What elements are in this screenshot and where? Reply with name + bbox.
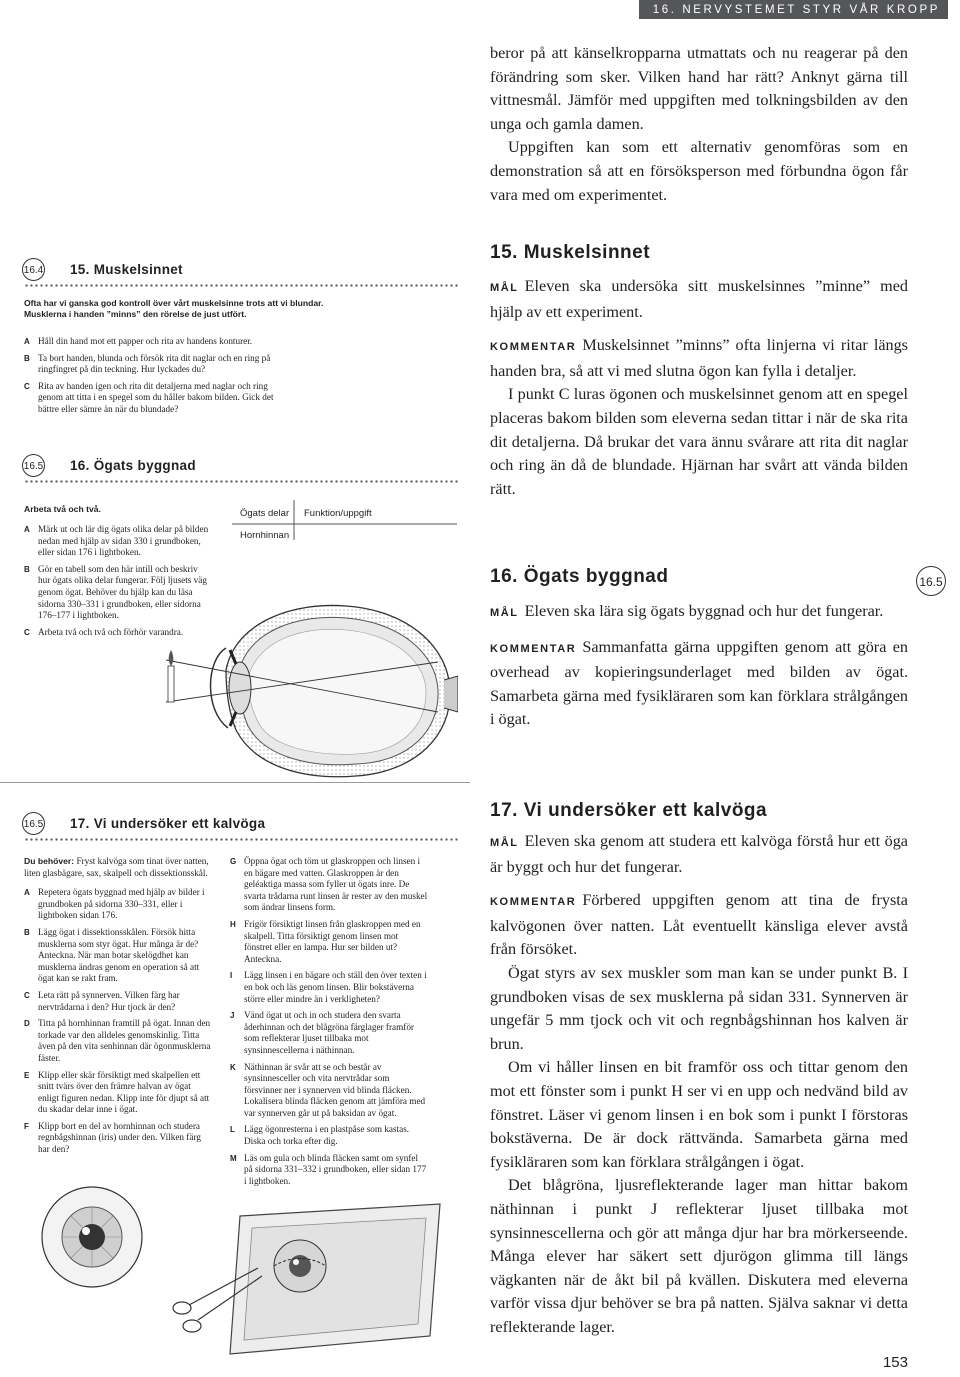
worksheet-17-item-c: C Leta rätt på synnerven. Vilken färg har nervtrådarna i den? Hur tjock är den? — [24, 989, 180, 1012]
worksheet-16-item-a: A Märk ut och lär dig ögats olika delar på bilden nedan med hjälp av sidan 330 i grundboken, eller sidan 176 i lightboken. — [24, 524, 209, 558]
section-15-body — [490, 275, 908, 501]
worksheet-17-item-m: M Läs om gula och blinda fläcken samt om synfel på sidorna 331–332 i grundboken, eller sidan 177 i lightboken. — [230, 1152, 427, 1186]
section-15-comment: KOMMENTAR Muskelsinnet ”minns” ofta linjerna vi ritar längs handen bra, så att vi med slutna ögon kan fylla i detaljer. — [490, 336, 908, 380]
worksheet-17-item-e: E Klipp eller skär försiktigt med skalpellen ett snitt tvärs över den främre halvan av ögat enligt figuren nedan. Klipp inte för djupt så att du skadar delar inne i ögat. — [24, 1069, 210, 1115]
worksheet-17-badge: 16.5 — [22, 812, 45, 835]
worksheet-17-left-column — [24, 856, 212, 1156]
top-paragraph-1: beror på att känselkropparna utmattats och nu reagerar på den förändring som sker. Vilken hand har rätt? Anknyt gärna till vittnesmål. Jämför med uppgiften med tolkningsbilden av den unga och gamla damen. — [490, 44, 908, 133]
running-head: 16. NERVYSTEMET STYR VÅR KROPP — [639, 0, 948, 19]
goal-label: MÅL — [490, 282, 519, 294]
section-17-paragraph-3: Om vi håller linsen en bit framför oss och tittar genom den mot ett fönster som i punkt H ser vi en upp och nedvänd bild av fönstret. Läser vi genom linsen i en bok som i punkt I förstoras bokstäverna. De är dock rättvända. Samarbeta gärna med fysikläraren som kan förklara strålgången i ögat. — [490, 1058, 908, 1171]
worksheet-15-items — [24, 336, 274, 416]
calf-eye-illustration — [22, 1184, 162, 1290]
table-header-function: Funktion/uppgift — [304, 508, 372, 519]
page-number: 153 — [882, 1354, 908, 1371]
top-continuation-text — [490, 42, 908, 207]
worksheet-17-item-h: H Frigör försiktigt linsen från glaskroppen med en skalpell. Titta försiktigt genom linsen mot fönstret eller en lampa. Hur ser bilden ut? Anteckna. — [230, 918, 421, 964]
section-17-paragraph-4: Det blågröna, ljusreflekterande lager man hittar bakom näthinnan i punkt J reflekterar ljuset tillbaka mot synsinnescellerna och gör att många djur har bra mörkerseende. Många elever har säkert sett djurögon glimma till längs vägkanten när de åkt bil på kvällen. Diskutera med eleverna varför vissa djur behöver se bra på natten. Själva saknar vi detta reflekterande lager. — [490, 1176, 908, 1336]
worksheet-16-title: 16. Ögats byggnad — [70, 458, 196, 473]
section-17-goal: MÅL Eleven ska genom att studera ett kalvöga förstå hur ett öga är byggt och hur det fungerar. — [490, 832, 908, 876]
worksheet-16-intro: Arbeta två och två. — [24, 504, 101, 514]
section-17-comment: KOMMENTAR Förbered uppgiften genom att tina de frysta kalvögonen över natten. Låt eventuellt känsliga elever avstå från försöket. — [490, 891, 908, 959]
dotted-rule — [24, 480, 458, 483]
worksheet-17-item-l: L Lägg ögonresterna i en plastpåse som kastas. Diska och torka efter dig. — [230, 1124, 410, 1147]
worksheet-17-item-d: D Titta på hornhinnan framtill på ögat. Innan den torkade var den alldeles genomskinlig. Titta även på den vita senhinnan där ögonmusklerna fäster. — [24, 1018, 211, 1063]
worksheet-17-intro: Du behöver: Fryst kalvöga som tinat över natten, liten glasbägare, sax, skalpell och dissektionsskål. — [24, 856, 209, 878]
worksheet-16-badge: 16.5 — [22, 454, 45, 477]
section-15-paragraph-2: I punkt C luras ögonen och muskelsinnet genom att en spegel placeras bakom bilden som eleverna sedan tittar i när de ska rita dit detaljerna. Då brukar det vara ännu svårare att rita dit naglar och ring än då de blundade. Hjärnan har svårt att vända bilden rätt. — [490, 385, 908, 498]
worksheet-16-item-c: C Arbeta två och två och förhör varandra. — [24, 626, 184, 637]
section-17-paragraph-2: Ögat styrs av sex muskler som man kan se under punkt B. I grundboken visas de sex musklerna på sidan 331. Synnerven är ungefär 5 mm tjock och vit och regnbågshinnan hos kalven är brun. — [490, 963, 908, 1053]
worksheet-15-item-a: A Håll din hand mot ett papper och rita av handens konturer. — [24, 336, 253, 346]
dotted-rule — [24, 838, 458, 841]
section-16-goal: MÅL Eleven ska lära sig ögats byggnad och hur det fungerar. — [490, 602, 884, 620]
section-17-title: 17. Vi undersöker ett kalvöga — [490, 800, 768, 821]
worksheet-17-item-i: I Lägg linsen i en bägare och ställ den över texten i en bok och läs genom linsen. Blir bokstäverna större eller mindre än i verkligheten? — [230, 970, 427, 1004]
separator-line — [0, 782, 470, 783]
worksheet-15-badge: 16.4 — [22, 258, 45, 281]
section-15-title: 15. Muskelsinnet — [490, 242, 651, 263]
section-16-body — [490, 600, 908, 732]
worksheet-17-item-k: K Näthinnan är svår att se och består av synsinnesceller och vita nervtrådar som försvinner ner i synnerven vid blinda fläcken. Lokalisera blinda fläcken genom att jämföra med var synnerven går ut på baksidan av ögat. — [230, 1061, 426, 1118]
eye-cross-section-illustration — [166, 600, 458, 778]
worksheet-15-title: 15. Muskelsinnet — [70, 262, 183, 277]
worksheet-17-item-j: J Vänd ögat ut och in och studera den svarta åderhinnan och det blågröna färglager framför som reflekterar ljuset tillbaka mot synsinnescellerna i näthinnan. — [230, 1010, 414, 1055]
section-16-comment: KOMMENTAR Sammanfatta gärna uppgiften genom att göra en overhead av kopieringsunderlaget med bilden av ögat. Samarbeta gärna med fysikläraren som kan förklara strålgången i ögat. — [490, 637, 908, 729]
section-17-body — [490, 830, 908, 1339]
worksheet-15-item-b: B Ta bort handen, blunda och försök rita dit naglar och en ring på ringfingret på din teckning. Hur lyckades du? — [24, 352, 271, 375]
table-header-parts: Ögats delar — [240, 508, 290, 519]
section-15-goal: MÅL Eleven ska undersöka sitt muskelsinnes ”minne” med hjälp av ett experiment. — [490, 277, 908, 321]
worksheet-17-right-column — [230, 856, 428, 1187]
dotted-rule — [24, 284, 458, 287]
table-row-cornea: Hornhinnan — [240, 530, 290, 541]
section-16-title: 16. Ögats byggnad — [490, 566, 669, 587]
parts-table — [232, 500, 457, 540]
section-16-badge: 16.5 — [916, 566, 946, 596]
worksheet-17-title: 17. Vi undersöker ett kalvöga — [70, 816, 266, 831]
worksheet-17-item-f: F Klipp bort en del av hornhinnan och studera regnbågshinnan (iris) under den. Vilken färg har den? — [24, 1120, 201, 1155]
worksheet-17-item-a: A Repetera ögats byggnad med hjälp av bilder i grundboken på sidorna 330–331, eller i lightboken sidan 176. — [24, 887, 205, 921]
worksheet-17-item-b: B Lägg ögat i dissektionsskålen. Försök hitta musklerna som styr ögat. Hur många är de? Anteckna. När man botar skelögdhet kan musklerna ändras genom en operation så att ögat kan se rakt fram. — [24, 926, 200, 984]
worksheet-16-item-b: B Gör en tabell som den här intill och beskriv hur ögats olika delar fungerar. Följ ljusets väg genom ögat. Behöver du hjälp kan du läsa sidorna 330–331 i grundboken, eller sidorna 176–177 i lightboken. — [24, 563, 207, 621]
worksheet-15-item-c: C Rita av handen igen och rita dit detaljerna med naglar och ring genom att titta i en spegel som du håller bakom bilden. Gick det bättre eller sämre än när du blundade? — [24, 380, 274, 414]
top-paragraph-2: Uppgiften kan som ett alternativ genomföras som en demonstration så att en försöksperson med förbundna ögon får vara med om experimentet. — [490, 138, 908, 204]
worksheet-15-intro: Ofta har vi ganska god kontroll över vårt muskelsinne trots att vi blundar. Musklerna i handen ”minns” den rörelse de just utfört. — [24, 298, 324, 319]
comment-label: KOMMENTAR — [490, 341, 577, 354]
dissection-dish-illustration — [170, 1196, 450, 1366]
worksheet-17-item-g: G Öppna ögat och töm ut glaskroppen och linsen i en bägare med vatten. Glaskroppen är den geléaktiga massa som fyller ut ögats inre. De svarta trådarna runt linsen är rester av den muskel som ändrar linsens form. — [230, 856, 428, 913]
